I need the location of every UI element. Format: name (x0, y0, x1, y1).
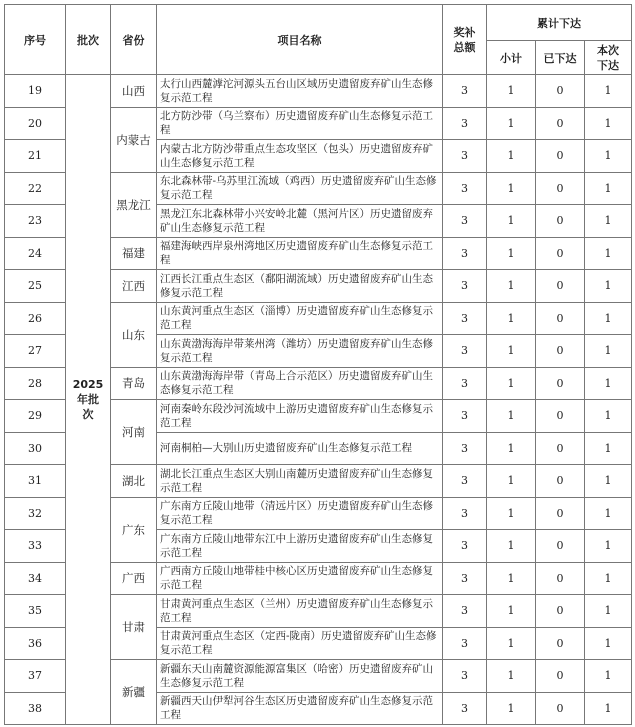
subtotal-cell: 1 (487, 140, 536, 173)
subtotal-cell: 1 (487, 302, 536, 335)
subtotal-cell: 1 (487, 205, 536, 238)
subtotal-cell: 1 (487, 562, 536, 595)
project-name-cell: 山东黄河重点生态区（淄博）历史遗留废弃矿山生态修复示范工程 (157, 302, 443, 335)
province-cell: 河南 (111, 400, 157, 465)
issued-cell: 0 (536, 205, 585, 238)
issued-cell: 0 (536, 140, 585, 173)
subtotal-cell: 1 (487, 172, 536, 205)
subtotal-cell: 1 (487, 432, 536, 465)
this-issue-cell: 1 (585, 562, 632, 595)
province-cell: 江西 (111, 270, 157, 303)
this-issue-cell: 1 (585, 107, 632, 140)
province-cell: 广西 (111, 562, 157, 595)
subtotal-cell: 1 (487, 692, 536, 725)
award-total-cell: 3 (443, 660, 487, 693)
this-issue-cell: 1 (585, 335, 632, 368)
project-name-cell: 福建海峡西岸泉州湾地区历史遗留废弃矿山生态修复示范工程 (157, 237, 443, 270)
header-seq: 序号 (5, 5, 66, 75)
seq-cell: 25 (5, 270, 66, 303)
this-issue-cell: 1 (585, 75, 632, 108)
subtotal-cell: 1 (487, 465, 536, 498)
seq-cell: 33 (5, 530, 66, 563)
province-cell: 山西 (111, 75, 157, 108)
award-total-cell: 3 (443, 367, 487, 400)
this-issue-cell: 1 (585, 595, 632, 628)
subtotal-cell: 1 (487, 270, 536, 303)
issued-cell: 0 (536, 660, 585, 693)
award-total-cell: 3 (443, 562, 487, 595)
project-name-cell: 北方防沙带（乌兰察布）历史遗留废弃矿山生态修复示范工程 (157, 107, 443, 140)
seq-cell: 32 (5, 497, 66, 530)
batch-label: 2025年批次 (72, 378, 104, 421)
project-name-cell: 河南秦岭东段沙河流域中上游历史遗留废弃矿山生态修复示范工程 (157, 400, 443, 433)
subtotal-cell: 1 (487, 400, 536, 433)
seq-cell: 29 (5, 400, 66, 433)
award-total-cell: 3 (443, 692, 487, 725)
project-name-cell: 新疆西天山伊犁河谷生态区历史遗留废弃矿山生态修复示范工程 (157, 692, 443, 725)
subtotal-cell: 1 (487, 497, 536, 530)
province-cell: 湖北 (111, 465, 157, 498)
this-issue-cell: 1 (585, 627, 632, 660)
this-issue-cell: 1 (585, 530, 632, 563)
subtotal-cell: 1 (487, 660, 536, 693)
subtotal-cell: 1 (487, 75, 536, 108)
this-issue-cell: 1 (585, 302, 632, 335)
subtotal-cell: 1 (487, 237, 536, 270)
issued-cell: 0 (536, 530, 585, 563)
award-total-cell: 3 (443, 335, 487, 368)
award-total-cell: 3 (443, 205, 487, 238)
issued-cell: 0 (536, 302, 585, 335)
award-total-cell: 3 (443, 627, 487, 660)
header-award-total-text: 奖补总额 (453, 25, 476, 54)
project-name-cell: 广东南方丘陵山地带东江中上游历史遗留废弃矿山生态修复示范工程 (157, 530, 443, 563)
project-name-cell: 甘肃黄河重点生态区（定西-陇南）历史遗留废弃矿山生态修复示范工程 (157, 627, 443, 660)
issued-cell: 0 (536, 465, 585, 498)
table-row (5, 75, 632, 108)
award-total-cell: 3 (443, 432, 487, 465)
seq-cell: 21 (5, 140, 66, 173)
subtotal-cell: 1 (487, 595, 536, 628)
project-name-cell: 山东黄渤海海岸带莱州湾（潍坊）历史遗留废弃矿山生态修复示范工程 (157, 335, 443, 368)
issued-cell: 0 (536, 75, 585, 108)
award-total-cell: 3 (443, 140, 487, 173)
award-total-cell: 3 (443, 595, 487, 628)
allocation-table-wrapper (4, 4, 632, 725)
project-name-cell: 内蒙古北方防沙带重点生态攻坚区（包头）历史遗留废弃矿山生态修复示范工程 (157, 140, 443, 173)
issued-cell: 0 (536, 562, 585, 595)
header-this-issue-text: 本次下达 (597, 43, 619, 72)
issued-cell: 0 (536, 335, 585, 368)
seq-cell: 27 (5, 335, 66, 368)
province-cell: 黑龙江 (111, 172, 157, 237)
this-issue-cell: 1 (585, 237, 632, 270)
table-body (5, 75, 632, 725)
header-this-issue (585, 41, 632, 75)
header-award-total (443, 5, 487, 75)
this-issue-cell: 1 (585, 172, 632, 205)
seq-cell: 24 (5, 237, 66, 270)
seq-cell: 19 (5, 75, 66, 108)
issued-cell: 0 (536, 367, 585, 400)
project-name-cell: 甘肃黄河重点生态区（兰州）历史遗留废弃矿山生态修复示范工程 (157, 595, 443, 628)
project-name-cell: 黑龙江东北森林带小兴安岭北麓（黑河片区）历史遗留废弃矿山生态修复示范工程 (157, 205, 443, 238)
issued-cell: 0 (536, 400, 585, 433)
award-total-cell: 3 (443, 302, 487, 335)
province-cell: 内蒙古 (111, 107, 157, 172)
header-cumulative: 累计下达 (487, 5, 632, 41)
seq-cell: 36 (5, 627, 66, 660)
award-total-cell: 3 (443, 465, 487, 498)
issued-cell: 0 (536, 237, 585, 270)
project-name-cell: 东北森林带-乌苏里江流域（鸡西）历史遗留废弃矿山生态修复示范工程 (157, 172, 443, 205)
this-issue-cell: 1 (585, 660, 632, 693)
subtotal-cell: 1 (487, 107, 536, 140)
award-total-cell: 3 (443, 107, 487, 140)
award-total-cell: 3 (443, 497, 487, 530)
issued-cell: 0 (536, 627, 585, 660)
province-cell: 青岛 (111, 367, 157, 400)
this-issue-cell: 1 (585, 432, 632, 465)
this-issue-cell: 1 (585, 497, 632, 530)
province-cell: 福建 (111, 237, 157, 270)
issued-cell: 0 (536, 692, 585, 725)
issued-cell: 0 (536, 270, 585, 303)
award-total-cell: 3 (443, 75, 487, 108)
award-total-cell: 3 (443, 172, 487, 205)
this-issue-cell: 1 (585, 465, 632, 498)
award-total-cell: 3 (443, 400, 487, 433)
this-issue-cell: 1 (585, 367, 632, 400)
seq-cell: 28 (5, 367, 66, 400)
seq-cell: 30 (5, 432, 66, 465)
seq-cell: 31 (5, 465, 66, 498)
province-cell: 甘肃 (111, 595, 157, 660)
project-name-cell: 山东黄渤海海岸带（青岛上合示范区）历史遗留废弃矿山生态修复示范工程 (157, 367, 443, 400)
award-total-cell: 3 (443, 530, 487, 563)
project-name-cell: 湖北长江重点生态区大别山南麓历史遗留废弃矿山生态修复示范工程 (157, 465, 443, 498)
issued-cell: 0 (536, 107, 585, 140)
seq-cell: 26 (5, 302, 66, 335)
issued-cell: 0 (536, 432, 585, 465)
batch-cell (66, 75, 111, 725)
allocation-table (4, 4, 632, 725)
header-project: 项目名称 (157, 5, 443, 75)
this-issue-cell: 1 (585, 270, 632, 303)
province-cell: 广东 (111, 497, 157, 562)
award-total-cell: 3 (443, 237, 487, 270)
subtotal-cell: 1 (487, 335, 536, 368)
seq-cell: 23 (5, 205, 66, 238)
subtotal-cell: 1 (487, 367, 536, 400)
project-name-cell: 新疆东天山南麓资源能源富集区（哈密）历史遗留废弃矿山生态修复示范工程 (157, 660, 443, 693)
project-name-cell: 江西长江重点生态区（鄱阳湖流域）历史遗留废弃矿山生态修复示范工程 (157, 270, 443, 303)
province-cell: 新疆 (111, 660, 157, 725)
this-issue-cell: 1 (585, 400, 632, 433)
subtotal-cell: 1 (487, 530, 536, 563)
header-batch: 批次 (66, 5, 111, 75)
province-cell: 山东 (111, 302, 157, 367)
this-issue-cell: 1 (585, 140, 632, 173)
seq-cell: 34 (5, 562, 66, 595)
seq-cell: 20 (5, 107, 66, 140)
this-issue-cell: 1 (585, 205, 632, 238)
award-total-cell: 3 (443, 270, 487, 303)
issued-cell: 0 (536, 595, 585, 628)
project-name-cell: 河南桐柏—大别山历史遗留废弃矿山生态修复示范工程 (157, 432, 443, 465)
subtotal-cell: 1 (487, 627, 536, 660)
seq-cell: 22 (5, 172, 66, 205)
project-name-cell: 太行山西麓滹沱河源头五台山区域历史遗留废弃矿山生态修复示范工程 (157, 75, 443, 108)
header-issued: 已下达 (536, 41, 585, 75)
seq-cell: 37 (5, 660, 66, 693)
project-name-cell: 广东南方丘陵山地带（清远片区）历史遗留废弃矿山生态修复示范工程 (157, 497, 443, 530)
issued-cell: 0 (536, 172, 585, 205)
seq-cell: 38 (5, 692, 66, 725)
header-province: 省份 (111, 5, 157, 75)
issued-cell: 0 (536, 497, 585, 530)
project-name-cell: 广西南方丘陵山地带桂中核心区历史遗留废弃矿山生态修复示范工程 (157, 562, 443, 595)
seq-cell: 35 (5, 595, 66, 628)
header-subtotal: 小计 (487, 41, 536, 75)
this-issue-cell: 1 (585, 692, 632, 725)
